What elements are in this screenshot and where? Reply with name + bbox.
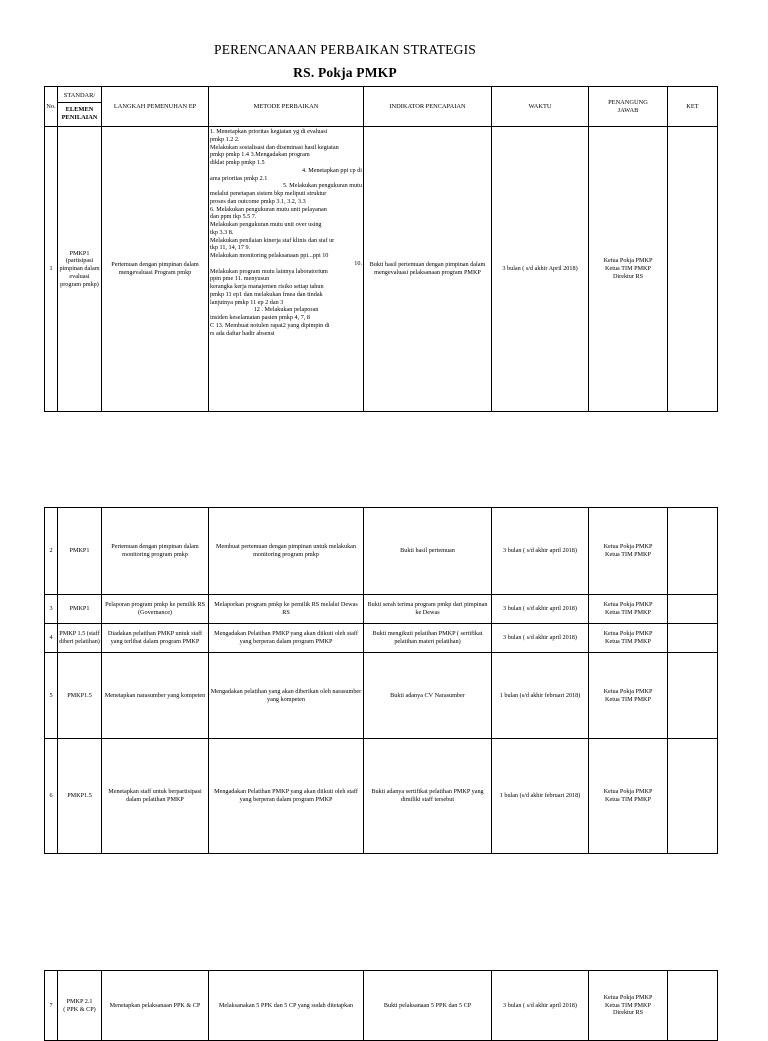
metode-line: 4. Menetapkan ppi cp di	[302, 166, 362, 174]
header-elemen-line1: ELEMEN	[65, 105, 94, 113]
standar-line: evaluasi	[69, 272, 90, 280]
pj-line: Ketua Pokja PMKP	[603, 543, 653, 551]
cell-indikator: Bukti hasil pertemuan	[364, 508, 492, 595]
table-row	[45, 653, 718, 739]
cell-no: 4	[45, 624, 58, 653]
standar-line: PMKP1	[69, 249, 90, 257]
metode-line: Melakukan program mutu lainnya laboratorium	[210, 267, 328, 275]
cell-no: 6	[45, 739, 58, 854]
cell-waktu: 1 bulan (s/d akhir februari 2018)	[492, 739, 589, 854]
cell-langkah: Diadakan pelatihan PMKP untuk staff yang terlibat dalam program PMKP	[102, 624, 209, 653]
standar-line: PMKP 2.1	[66, 997, 93, 1005]
metode-line: 5. Melakukan pengukuran mutu	[282, 182, 362, 190]
header-indikator: INDIKATOR PENCAPAIAN	[364, 87, 492, 127]
standar-line: ( PPK & CP)	[63, 1005, 96, 1013]
metode-line: Melakukan sosialisasi dan diseminasi hasil kegiatan	[210, 143, 339, 151]
cell-indikator: Bukti adanya sertifikat pelatihan PMKP yang dimiliki staff tersebut	[364, 739, 492, 854]
pj-line: Ketua Pokja PMKP	[603, 993, 653, 1001]
pj-line: Ketua Pokja PMKP	[603, 788, 653, 796]
cell-standar: PMKP1.5	[58, 739, 102, 854]
strategic-plan-table-1	[44, 86, 718, 412]
cell-langkah: Menetapkan pelaksanaan PPK & CP	[102, 971, 209, 1041]
pj-line: Ketua TIM PMKP	[605, 796, 651, 803]
metode-line: lanjutnya pmkp 11 ep 2 dan 3	[210, 298, 284, 306]
metode-line: rs ada daftar hadir absensi	[210, 329, 275, 337]
cell-metode	[209, 127, 364, 412]
cell-standar: PMKP1	[58, 508, 102, 595]
standar-line: program pmkp)	[60, 280, 99, 288]
cell-metode: Melaksanakan 5 PPK dan 5 CP yang sudah ditetapkan	[209, 971, 364, 1041]
cell-ket	[668, 127, 718, 412]
header-waktu: WAKTU	[492, 87, 589, 127]
metode-line: 6. Melakukan pengukuran mutu unit pelayanan	[210, 205, 327, 213]
table-row	[45, 595, 718, 624]
metode-line: Melakukan penilaian kinerja staf klinis dan staf ur	[210, 236, 335, 244]
table-row	[45, 127, 718, 412]
cell-indikator: Bukti pelaksanaan 5 PPK dan 5 CP	[364, 971, 492, 1041]
cell-indikator: Bukti serah terima program pmkp dari pimpinan ke Dewas	[364, 595, 492, 624]
cell-pj	[589, 624, 668, 653]
cell-standar: PMKP1	[58, 595, 102, 624]
cell-no: 5	[45, 653, 58, 739]
cell-langkah: Pelaporan program pmkp ke pemilik RS (Governance)	[102, 595, 209, 624]
cell-ket	[668, 508, 718, 595]
cell-indikator: Bukti adanya CV Narasumber	[364, 653, 492, 739]
cell-waktu: 3 bulan ( s/d akhir April 2018)	[492, 127, 589, 412]
cell-pj	[589, 508, 668, 595]
cell-metode: Mengadakan pelatihan yang akan diberikan oleh narasumber yang kompeten	[209, 653, 364, 739]
cell-ket	[668, 653, 718, 739]
cell-pj	[589, 595, 668, 624]
cell-waktu: 3 bulan ( s/d akhir april 2018)	[492, 624, 589, 653]
header-langkah: LANGKAH PEMENUHAN EP	[102, 87, 209, 127]
cell-no: 1	[45, 127, 58, 412]
cell-waktu: 3 bulan ( s/d akhir april 2018)	[492, 508, 589, 595]
cell-langkah: Pertemuan dengan pimpinan dalam mengevaluasi Program pmkp	[102, 127, 209, 412]
header-elemen-line2: PENILAIAN	[61, 113, 98, 121]
pj-line: Direktur RS	[612, 1009, 644, 1017]
metode-line: kerangka kerja manajemen risiko setiap tahun	[210, 283, 324, 290]
metode-line: 12 . Melakukan pelaporan	[253, 306, 319, 314]
pj-line: Ketua TIM PMKP	[605, 609, 651, 616]
metode-line: tkp 11, 14, 17 9.	[210, 244, 251, 252]
metode-line: pmkp pmkp 1.4 3.Mengadakan program	[210, 151, 310, 159]
cell-pj	[589, 739, 668, 854]
header-metode: METODE PERBAIKAN	[209, 87, 364, 127]
pj-line: Ketua TIM PMKP	[605, 551, 651, 558]
cell-standar: PMKP1.5	[58, 653, 102, 739]
cell-metode: Membuat pertemuan dengan pimpinan untuk melakukan monitoring program pmkp	[209, 508, 364, 595]
cell-ket	[668, 739, 718, 854]
header-elemen-label	[58, 103, 101, 122]
cell-no: 7	[45, 971, 58, 1041]
cell-metode: Mengadakan Pelatihan PMKP yang akan diikuti oleh staff yang berperan dalam program PMKP	[209, 739, 364, 854]
standar-line: pimpinan dalam	[59, 265, 100, 273]
header-ket: KET	[668, 87, 718, 127]
table-row	[45, 624, 718, 653]
metode-line: proses dan outcome pmkp 3.1, 3.2, 3.3	[210, 197, 306, 205]
pj-line: Ketua Pokja PMKP	[603, 630, 653, 638]
pj-line: Ketua TIM PMKP	[605, 638, 651, 645]
cell-metode: Mengadakan Pelatihan PMKP yang akan diikuti oleh staff yang berperan dalam program PMKP	[209, 624, 364, 653]
header-row	[45, 87, 718, 127]
pj-line: Direktur RS	[612, 272, 644, 280]
cell-pj	[589, 971, 668, 1041]
strategic-plan-table-3	[44, 970, 718, 1041]
metode-line: dan ppm tkp 5.5 7.	[210, 213, 257, 221]
standar-line: (partisipasi	[65, 257, 94, 265]
cell-ket	[668, 595, 718, 624]
header-pj-line1: PENANGUNG	[608, 98, 648, 106]
cell-indikator: Bukti hasil pertemuan dengan pimpinan dalam mengevaluasi pelaksanaan program PMKP	[364, 127, 492, 412]
cell-langkah: Pertemuan dengan pimpinan dalam monitoring program pmkp	[102, 508, 209, 595]
pj-line: Ketua TIM PMKP	[605, 1001, 651, 1009]
cell-standar: PMKP 1.5 (staff diberi pelatihan)	[58, 624, 102, 653]
strategic-plan-table-2	[44, 507, 718, 854]
table-row	[45, 971, 718, 1041]
cell-no: 2	[45, 508, 58, 595]
cell-ket	[668, 624, 718, 653]
metode-line: pmkp 1.2 2.	[210, 135, 240, 143]
metode-line: 1. Menetapkan prioritas kegiatan yg di evaluasi	[210, 128, 328, 135]
metode-line: C 13. Membuat notulen rapat2 yang dipimpin di	[210, 321, 330, 329]
cell-no: 3	[45, 595, 58, 624]
cell-pj	[589, 653, 668, 739]
page-subtitle: RS. Pokja PMKP	[293, 65, 397, 80]
metode-line: pmkp 11 ep1 dan melakukan fmea dan tindak	[210, 290, 323, 298]
metode-line: insiden keselamatan pasien pmkp 4, 7, 8	[210, 314, 311, 321]
table-row	[45, 739, 718, 854]
pj-line: Ketua Pokja PMKP	[603, 257, 653, 265]
pj-line: Ketua TIM PMKP	[605, 265, 651, 273]
header-pj	[589, 87, 668, 127]
cell-waktu: 1 bulan (s/d akhir februari 2018)	[492, 653, 589, 739]
metode-line: Melakukan pengukuran mutu unit over using	[210, 221, 322, 228]
metode-line: melalui penetapan sistem bkp meliputi struktur	[210, 190, 327, 197]
cell-standar	[58, 971, 102, 1041]
table-row	[45, 508, 718, 595]
page-title: PERENCANAAN PERBAIKAN STRATEGIS	[214, 42, 476, 57]
metode-line: ppm pme 11. menyusun	[210, 275, 270, 283]
metode-line: diklat pmkp pmkp 1.5	[210, 159, 265, 166]
metode-line: tkp 3.3 8.	[210, 228, 234, 236]
cell-waktu: 3 bulan ( s/d akhir april 2018)	[492, 971, 589, 1041]
cell-langkah: Menetapkan narasumber yang kompeten	[102, 653, 209, 739]
header-standar	[58, 87, 102, 127]
cell-ket	[668, 971, 718, 1041]
pj-line: Ketua Pokja PMKP	[603, 601, 653, 609]
cell-langkah: Menetapkan staff untuk berpartisipasi dalam pelatihan PMKP	[102, 739, 209, 854]
cell-pj	[589, 127, 668, 412]
pj-line: Ketua Pokja PMKP	[603, 687, 653, 695]
header-pj-line2: JAWAB	[617, 106, 639, 114]
metode-line: 10.	[354, 259, 362, 267]
metode-line: Melakukan monitoring pelaksanaan ppi...ppi 10	[210, 252, 329, 259]
cell-waktu: 3 bulan ( s/d akhir april 2018)	[492, 595, 589, 624]
metode-line: area prioritas pmkp 2.1	[210, 174, 268, 182]
header-standar-label: STANDAR/	[58, 92, 101, 103]
cell-indikator: Bukti mengikuti pelatihan PMKP ( sertifikat pelatihan materi pelatihan)	[364, 624, 492, 653]
pj-line: Ketua TIM PMKP	[605, 695, 651, 703]
header-no: No.	[45, 87, 58, 127]
cell-metode: Melaporkan program pmkp ke pemilik RS melalui Dewas RS	[209, 595, 364, 624]
cell-standar	[58, 127, 102, 412]
